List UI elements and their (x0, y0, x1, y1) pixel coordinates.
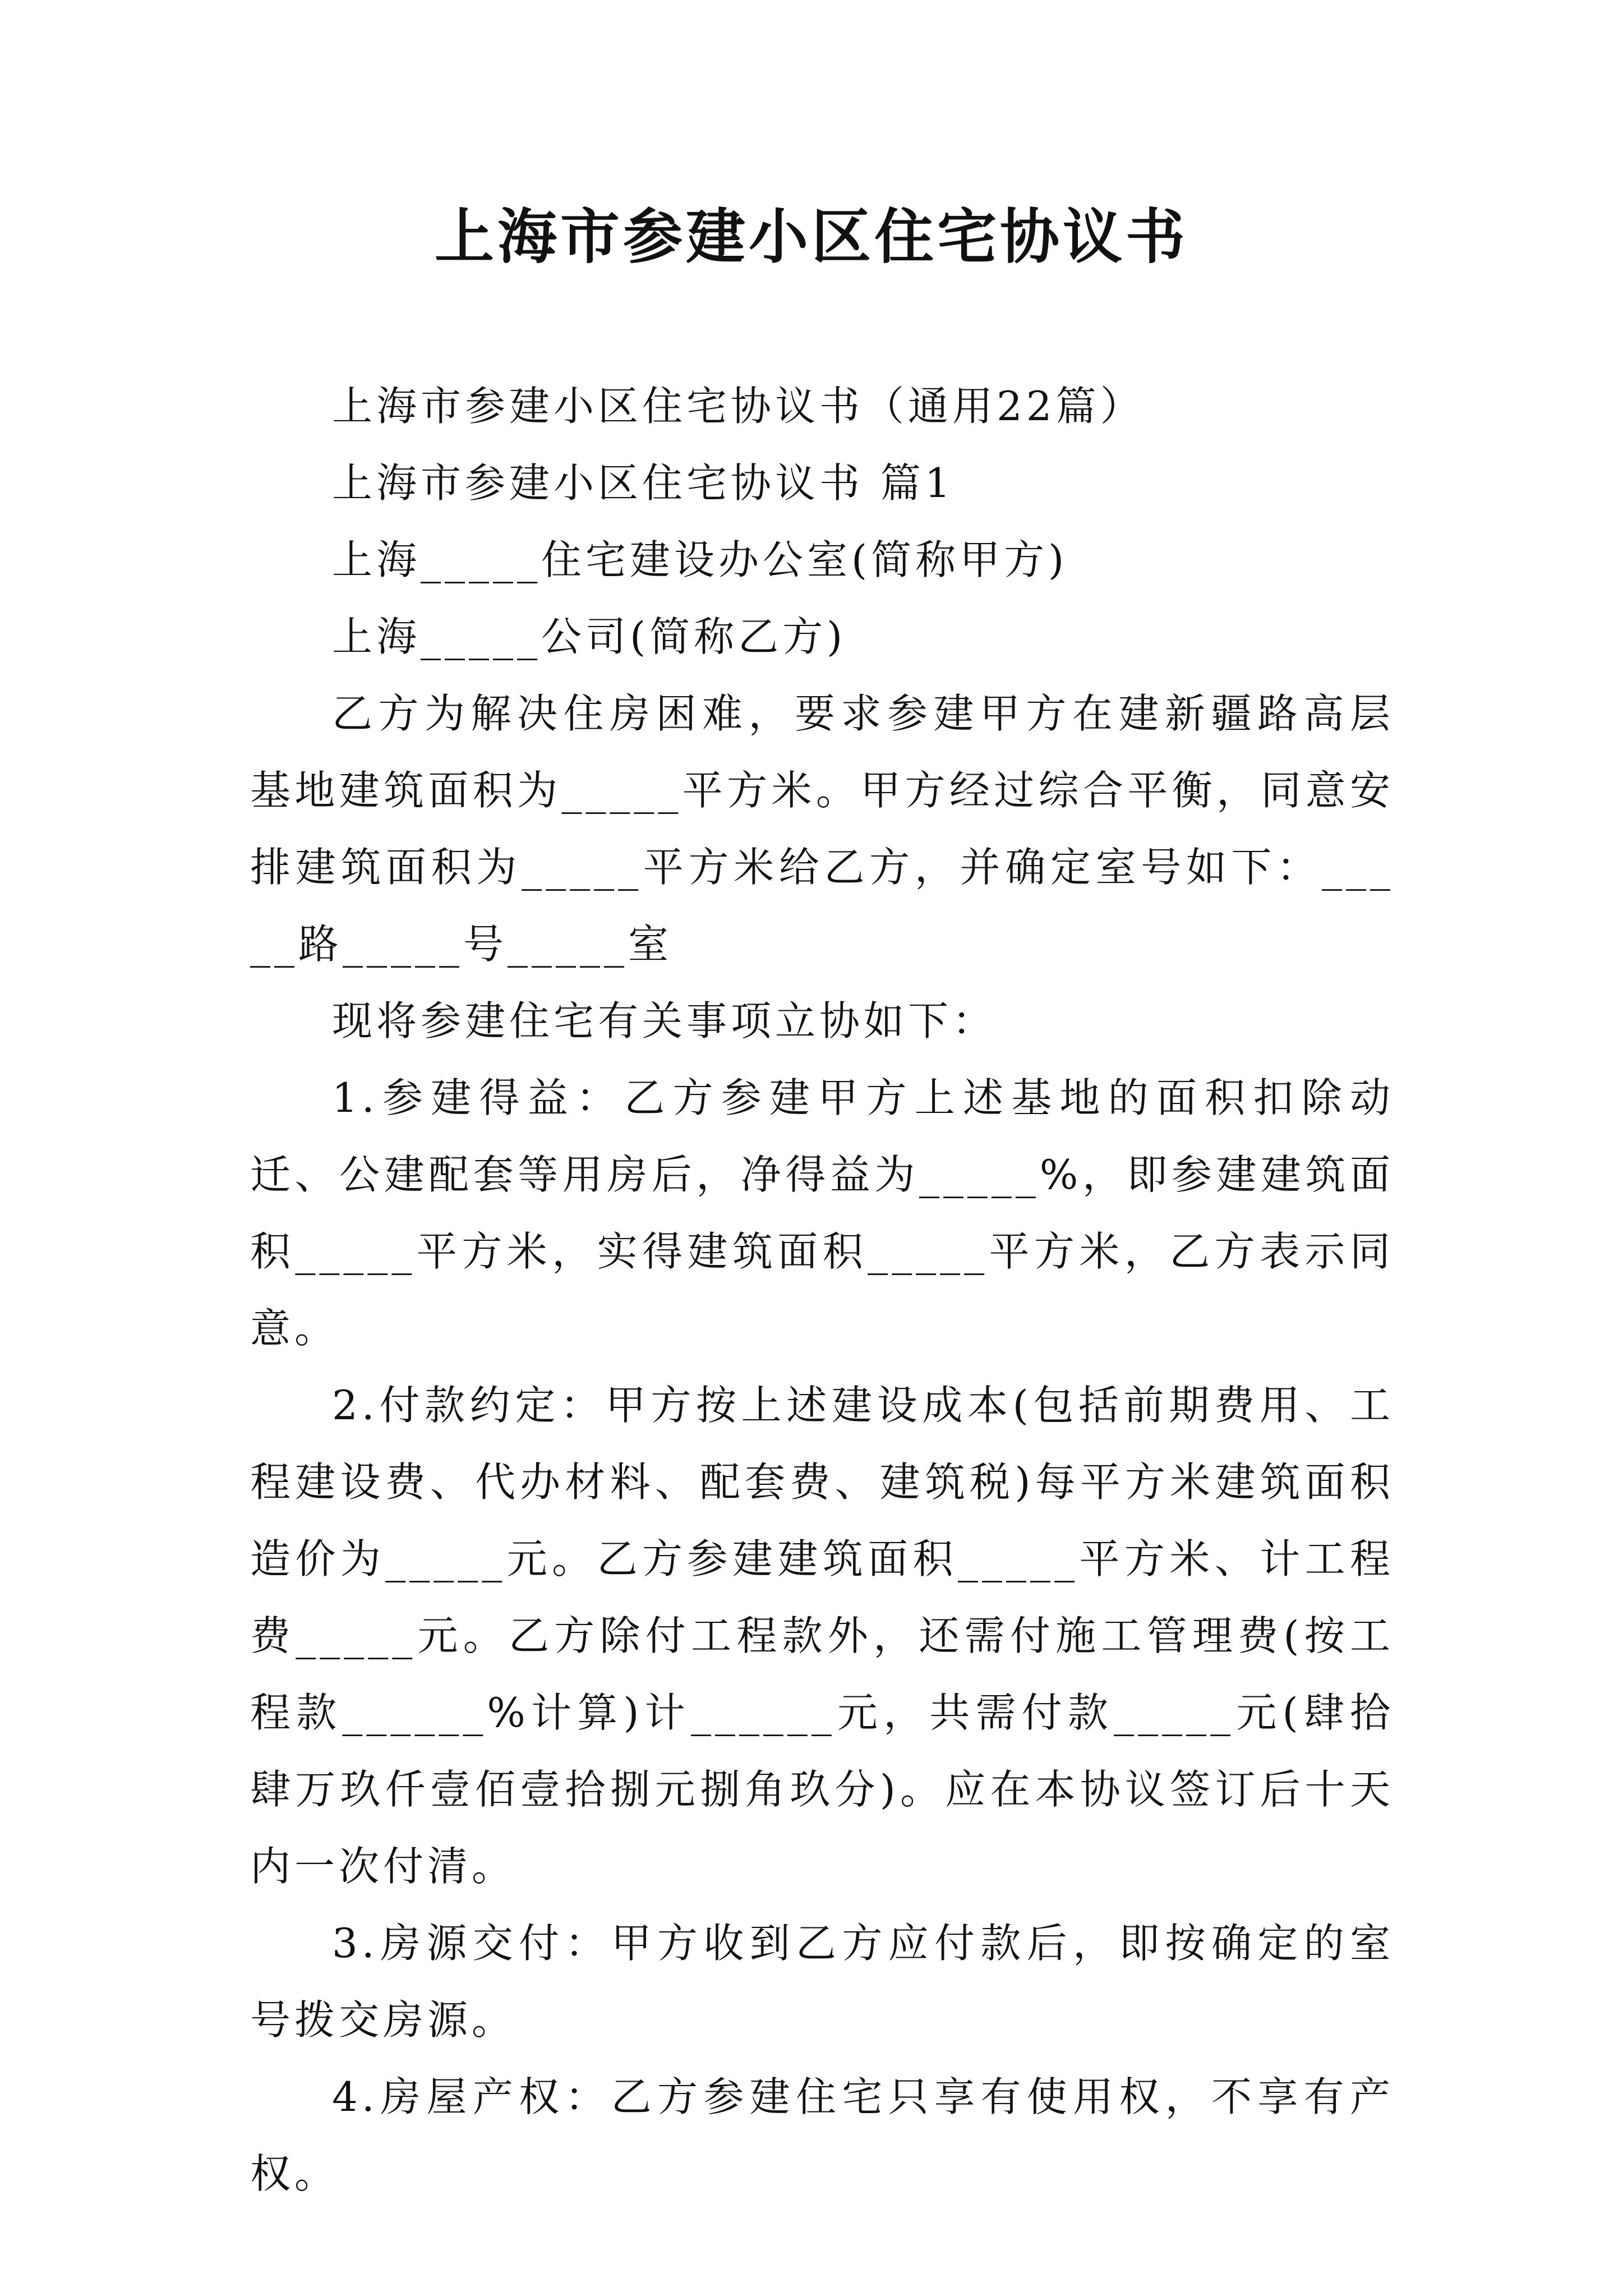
paragraph-clause-1: 1.参建得益：乙方参建甲方上述基地的面积扣除动迁、公建配套等用房后，净得益为_____%，即参建建筑面积_____平方米，实得建筑面积_____平方米，乙方表示同意。 (250, 1074, 1394, 1352)
paragraph-clause-2: 2.付款约定：甲方按上述建设成本(包括前期费用、工程建设费、代办材料、配套费、建筑税)每平方米建筑面积造价为_____元。乙方参建建筑面积_____平方米、计工程费_____元。乙方除付工程款外，还需付施工管理费(按工程款______%计算)计______元，共需付款_____元(肆拾肆万玖仟壹佰壹拾捌元捌角玖分)。应在本协议签订后十天内一次付清。 (250, 1382, 1394, 1890)
document-title: 上海市参建小区住宅协议书 (435, 201, 1188, 272)
paragraph-clause-4: 4.房屋产权：乙方参建住宅只享有使用权，不享有产权。 (250, 2073, 1394, 2197)
paragraph-party-a: 上海_____住宅建设办公室(简称甲方) (332, 536, 1068, 583)
document-body (250, 368, 1394, 2212)
paragraph-subtitle: 上海市参建小区住宅协议书（通用22篇） (332, 383, 1145, 430)
paragraph-chapter-heading: 上海市参建小区住宅协议书 篇1 (332, 459, 955, 507)
paragraph-agreement-lead: 现将参建住宅有关事项立协如下： (332, 997, 997, 1045)
paragraph-intro: 乙方为解决住房困难，要求参建甲方在建新疆路高层基地建筑面积为_____平方米。甲方经过综合平衡，同意安排建筑面积为_____平方米给乙方，并确定室号如下：_____路_____号_____室 (250, 690, 1394, 968)
paragraph-party-b: 上海_____公司(简称乙方) (332, 613, 847, 660)
paragraph-clause-3: 3.房源交付：甲方收到乙方应付款后，即按确定的室号拨交房源。 (250, 1920, 1394, 2044)
